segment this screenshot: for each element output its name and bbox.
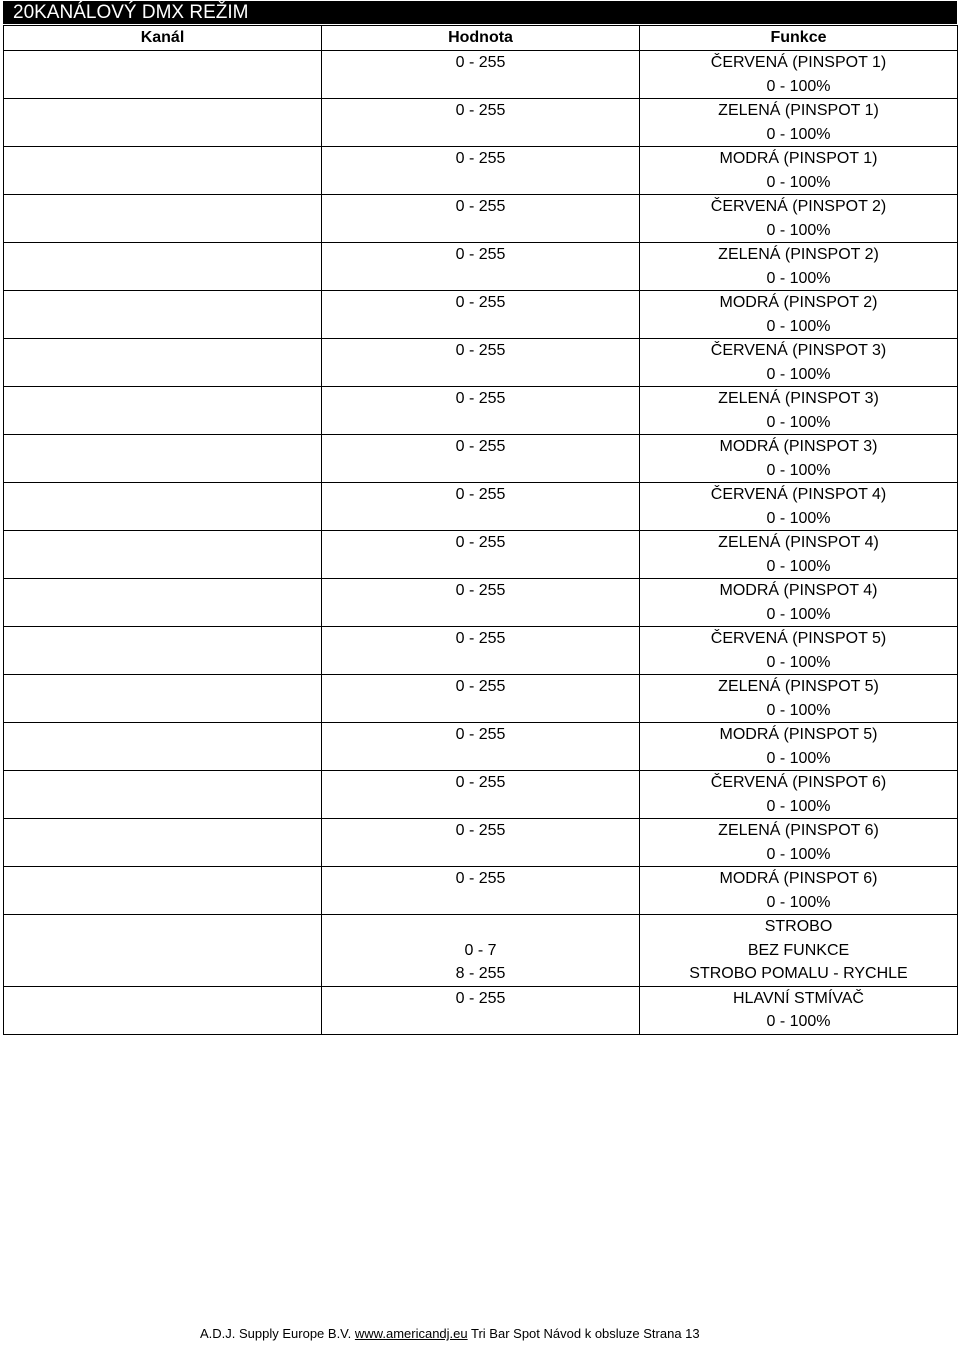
function-line: 0 - 100% [766,605,831,623]
cell-value [322,627,640,675]
footer-company: A.D.J. Supply Europe B.V. [200,1326,352,1341]
table-row [4,291,958,339]
value-line: 0 - 255 [455,582,506,599]
cell-channel [4,723,322,771]
cell-value [322,531,640,579]
function-line: MODRÁ (PINSPOT 6) [719,870,878,887]
table-header-row [4,26,958,51]
cell-function [640,147,958,195]
cell-value [322,915,640,987]
value-line: 0 - 255 [455,342,506,359]
table-row [4,531,958,579]
cell-function [640,531,958,579]
function-line: ZELENÁ (PINSPOT 2) [718,246,879,263]
table-row [4,339,958,387]
cell-value [322,387,640,435]
value-line [322,915,639,939]
table-row [4,986,958,1034]
table-row [4,867,958,915]
cell-value [322,675,640,723]
function-line: BEZ FUNKCE [747,941,850,959]
cell-value [322,435,640,483]
function-line: ČERVENÁ (PINSPOT 6) [710,774,887,791]
cell-function [640,483,958,531]
function-line: 0 - 100% [766,893,831,911]
value-line: 0 - 255 [455,246,506,263]
header-channel: Kanál [4,26,322,51]
value-line: 0 - 255 [455,294,506,311]
function-line: 0 - 100% [766,749,831,767]
function-line: MODRÁ (PINSPOT 4) [719,582,878,599]
cell-channel [4,986,322,1034]
table-row [4,483,958,531]
table-row [4,627,958,675]
function-line: ČERVENÁ (PINSPOT 1) [710,54,887,71]
cell-function [640,579,958,627]
cell-value [322,771,640,819]
function-line: ČERVENÁ (PINSPOT 4) [710,486,887,503]
table-row [4,579,958,627]
footer-doc: Návod k obsluze [543,1326,640,1341]
cell-value [322,339,640,387]
cell-value [322,243,640,291]
function-line: 0 - 100% [766,509,831,527]
cell-value [322,723,640,771]
cell-function [640,627,958,675]
function-line: MODRÁ (PINSPOT 1) [719,150,878,167]
function-line: 0 - 100% [766,461,831,479]
function-line: ZELENÁ (PINSPOT 5) [718,678,879,695]
cell-function [640,867,958,915]
function-line: 0 - 100% [766,557,831,575]
cell-channel [4,339,322,387]
function-line: MODRÁ (PINSPOT 3) [719,438,878,455]
function-line: 0 - 100% [766,173,831,191]
cell-function [640,675,958,723]
cell-value [322,195,640,243]
cell-channel [4,627,322,675]
value-line: 0 - 255 [455,774,506,791]
function-line: 0 - 100% [766,365,831,383]
footer-url[interactable]: www.americandj.eu [354,1326,468,1341]
cell-channel [4,531,322,579]
dmx-channel-table [3,25,958,1035]
function-line: 0 - 100% [766,221,831,239]
function-line: STROBO [764,918,833,935]
function-line: STROBO POMALU - RYCHLE [689,965,908,982]
table-row [4,915,958,987]
table-row [4,147,958,195]
value-line: 0 - 255 [455,726,506,743]
cell-channel [4,771,322,819]
function-line: ZELENÁ (PINSPOT 4) [718,534,879,551]
function-line: HLAVNÍ STMÍVAČ [733,989,864,1007]
table-row [4,243,958,291]
function-line: 0 - 100% [766,653,831,671]
value-line: 0 - 7 [464,941,497,959]
footer-product: Tri Bar Spot [471,1326,540,1341]
header-value: Hodnota [322,26,640,51]
header-function: Funkce [640,26,958,51]
cell-value [322,291,640,339]
function-line: 0 - 100% [766,701,831,719]
value-line: 0 - 255 [455,822,506,839]
value-line: 0 - 255 [455,150,506,167]
value-line: 0 - 255 [455,989,506,1007]
cell-value [322,483,640,531]
cell-function [640,51,958,99]
cell-function [640,819,958,867]
function-line: 0 - 100% [766,269,831,287]
table-row [4,99,958,147]
table-row [4,723,958,771]
cell-channel [4,819,322,867]
cell-value [322,99,640,147]
table-row [4,819,958,867]
function-line: 0 - 100% [766,125,831,143]
function-line: 0 - 100% [766,1013,831,1030]
cell-value [322,867,640,915]
cell-channel [4,915,322,987]
value-line: 0 - 255 [455,438,506,455]
cell-function [640,723,958,771]
cell-function [640,986,958,1034]
cell-function [640,99,958,147]
function-line: ZELENÁ (PINSPOT 6) [718,822,879,839]
cell-channel [4,435,322,483]
cell-function [640,915,958,987]
cell-function [640,339,958,387]
cell-channel [4,867,322,915]
value-line: 0 - 255 [455,678,506,695]
value-line: 8 - 255 [455,965,506,982]
value-line: 0 - 255 [455,198,506,215]
function-line: ČERVENÁ (PINSPOT 2) [710,198,887,215]
table-row [4,675,958,723]
cell-channel [4,147,322,195]
footer-page: Strana 13 [643,1326,700,1341]
function-line: 0 - 100% [766,77,831,95]
table-row [4,195,958,243]
value-line: 0 - 255 [455,870,506,887]
table-row [4,51,958,99]
page-footer [200,1326,700,1342]
cell-value [322,147,640,195]
value-line: 0 - 255 [455,486,506,503]
cell-function [640,243,958,291]
cell-function [640,195,958,243]
cell-value [322,579,640,627]
cell-value [322,819,640,867]
value-line: 0 - 255 [455,390,506,407]
cell-function [640,291,958,339]
value-line: 0 - 255 [455,534,506,551]
value-line: 0 - 255 [455,54,506,71]
function-line: 0 - 100% [766,317,831,335]
section-title: 20KANÁLOVÝ DMX REŽIM [3,1,957,24]
table-row [4,387,958,435]
function-line: 0 - 100% [766,845,831,863]
cell-channel [4,387,322,435]
function-line: ZELENÁ (PINSPOT 3) [718,390,879,407]
function-line: ZELENÁ (PINSPOT 1) [718,102,879,119]
cell-function [640,435,958,483]
cell-channel [4,243,322,291]
cell-channel [4,675,322,723]
cell-channel [4,99,322,147]
cell-channel [4,579,322,627]
function-line: 0 - 100% [766,413,831,431]
value-line: 0 - 255 [455,102,506,119]
table-body [4,51,958,1035]
cell-channel [4,291,322,339]
function-line: ČERVENÁ (PINSPOT 5) [710,630,887,647]
cell-channel [4,51,322,99]
cell-channel [4,195,322,243]
cell-value [322,986,640,1034]
table-row [4,435,958,483]
value-line: 0 - 255 [455,630,506,647]
cell-function [640,771,958,819]
function-line: 0 - 100% [766,797,831,815]
table-row [4,771,958,819]
function-line: ČERVENÁ (PINSPOT 3) [710,342,887,359]
cell-value [322,51,640,99]
cell-channel [4,483,322,531]
function-line: MODRÁ (PINSPOT 2) [719,294,878,311]
function-line: MODRÁ (PINSPOT 5) [719,726,878,743]
cell-function [640,387,958,435]
